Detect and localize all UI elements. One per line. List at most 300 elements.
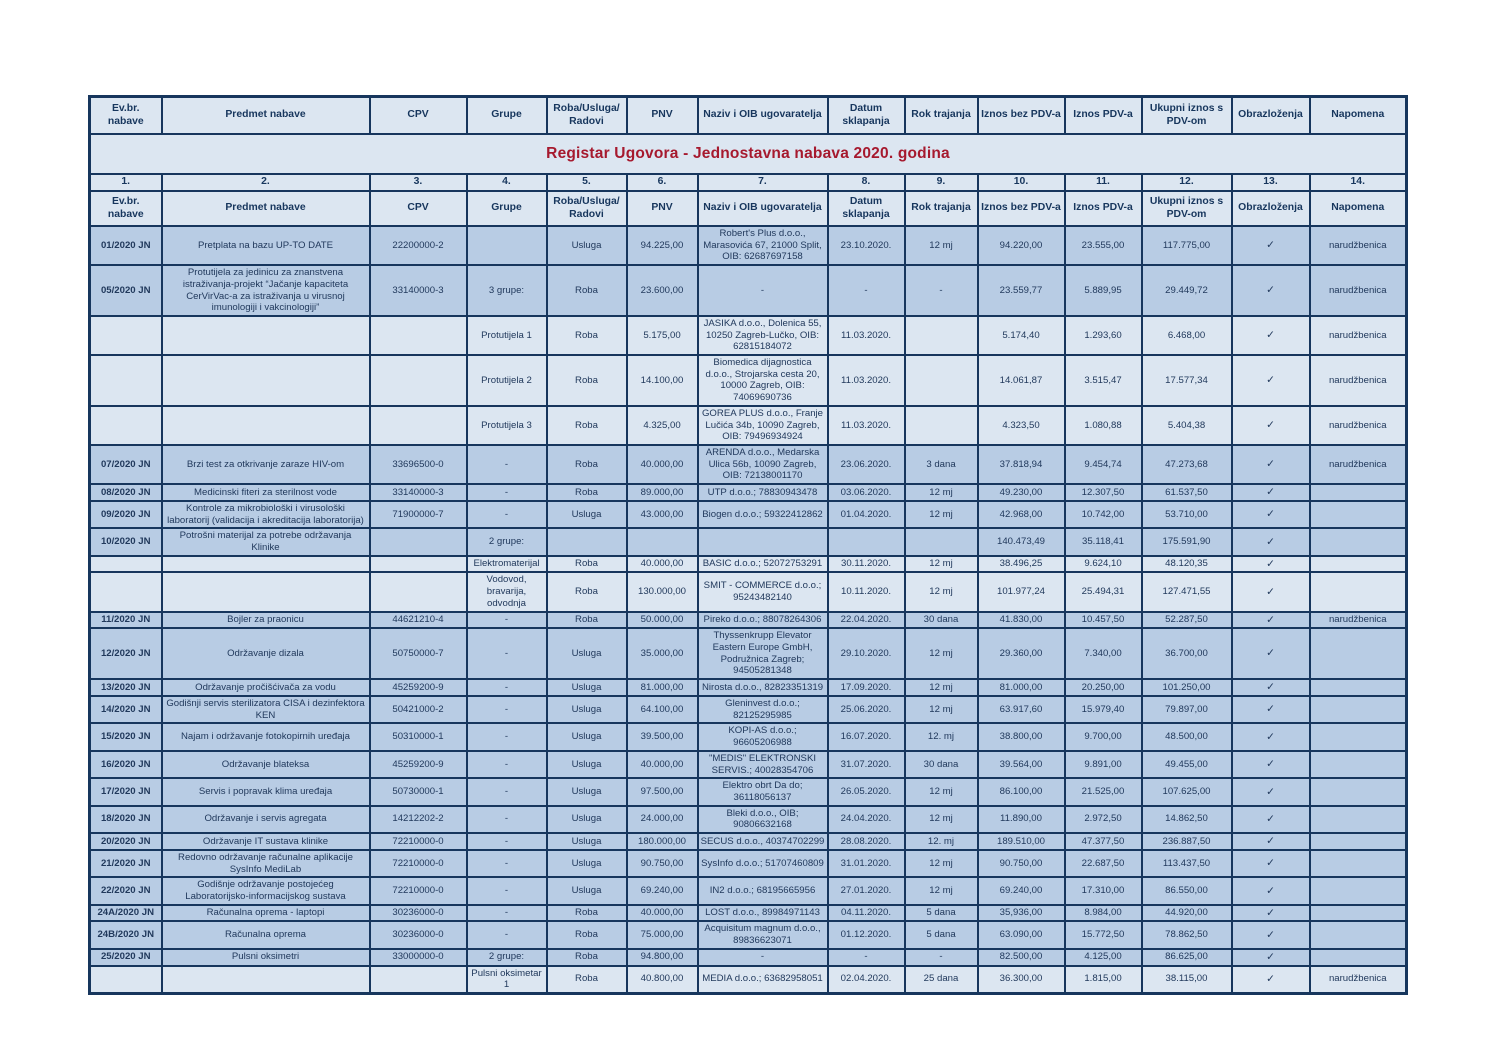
cell-grupe: - — [467, 501, 547, 528]
cell-napomena — [1310, 679, 1407, 696]
cell-iznos-pdv: 10.742,00 — [1065, 501, 1142, 528]
cell-cpv: 50750000-7 — [370, 628, 467, 679]
col-number-iznos-pdv: 11. — [1065, 174, 1142, 191]
cell-naziv: Elektro obrt Da do; 36118056137 — [698, 778, 828, 805]
cell-napomena: narudžbenica — [1310, 226, 1407, 265]
cell-ukupni-iznos: 86.625,00 — [1142, 949, 1232, 966]
cell-predmet — [162, 355, 370, 406]
cell-evbr: 17/2020 JN — [90, 778, 162, 805]
cell-naziv: Pireko d.o.o.; 88078264306 — [698, 612, 828, 629]
cell-iznos-pdv: 9.700,00 — [1065, 723, 1142, 750]
register-sheet — [88, 95, 1408, 995]
cell-rok: 5 dana — [905, 921, 978, 948]
cell-naziv: IN2 d.o.o.; 68195665956 — [698, 877, 828, 904]
cell-pnv: 50.000,00 — [627, 612, 698, 629]
col-header-vrsta: Roba/Usluga/ Radovi — [547, 191, 627, 226]
cell-grupe: Elektromaterijal — [467, 556, 547, 573]
cell-iznos-bez-pdv: 49.230,00 — [978, 484, 1065, 501]
cell-pnv: 90.750,00 — [627, 850, 698, 877]
cell-cpv: 30236000-0 — [370, 905, 467, 922]
cell-napomena — [1310, 723, 1407, 750]
group-sub-row — [90, 572, 1407, 611]
cell-evbr: 11/2020 JN — [90, 612, 162, 629]
cell-iznos-bez-pdv: 35,936,00 — [978, 905, 1065, 922]
cell-cpv: 72210000-0 — [370, 833, 467, 850]
cell-napomena — [1310, 572, 1407, 611]
cell-cpv: 72210000-0 — [370, 877, 467, 904]
contract-row — [90, 905, 1407, 922]
col-header-rok: Rok trajanja — [905, 191, 978, 226]
cell-rok — [905, 406, 978, 445]
cell-naziv: BASIC d.o.o.; 52072753291 — [698, 556, 828, 573]
cell-iznos-bez-pdv: 69.240,00 — [978, 877, 1065, 904]
cell-datum: 10.11.2020. — [828, 572, 905, 611]
cell-grupe: - — [467, 806, 547, 833]
cell-grupe: - — [467, 679, 547, 696]
cell-iznos-bez-pdv: 94.220,00 — [978, 226, 1065, 265]
cell-pnv — [627, 528, 698, 555]
cell-ukupni-iznos: 127.471,55 — [1142, 572, 1232, 611]
cell-naziv: Nirosta d.o.o., 82823351319 — [698, 679, 828, 696]
cell-napomena — [1310, 696, 1407, 723]
cell-ukupni-iznos: 5.404,38 — [1142, 406, 1232, 445]
cell-grupe: 2 grupe: — [467, 528, 547, 555]
col-header-evbr: Ev.br. nabave — [90, 191, 162, 226]
cell-rok: 12 mj — [905, 850, 978, 877]
cell-predmet: Održavanje IT sustava klinike — [162, 833, 370, 850]
cell-obrazlozenja-checkmark: ✓ — [1232, 406, 1310, 445]
cell-pnv: 180.000,00 — [627, 833, 698, 850]
cell-iznos-pdv: 15.772,50 — [1065, 921, 1142, 948]
cell-rok: 12 mj — [905, 501, 978, 528]
cell-obrazlozenja-checkmark: ✓ — [1232, 612, 1310, 629]
cell-obrazlozenja-checkmark: ✓ — [1232, 679, 1310, 696]
cell-obrazlozenja-checkmark: ✓ — [1232, 316, 1310, 355]
cell-ukupni-iznos: 47.273,68 — [1142, 445, 1232, 484]
cell-predmet: Pulsni oksimetri — [162, 949, 370, 966]
cell-datum: 11.03.2020. — [828, 316, 905, 355]
cell-pnv: 4.325,00 — [627, 406, 698, 445]
cell-datum: 02.04.2020. — [828, 966, 905, 994]
col-number-rok: 9. — [905, 174, 978, 191]
cell-predmet — [162, 406, 370, 445]
cell-evbr: 14/2020 JN — [90, 696, 162, 723]
contract-row — [90, 833, 1407, 850]
col-header-ukupni-iznos: Ukupni iznos s PDV-om — [1142, 191, 1232, 226]
cell-predmet: Najam i održavanje fotokopirnih uređaja — [162, 723, 370, 750]
cell-grupe: - — [467, 850, 547, 877]
cell-datum: 26.05.2020. — [828, 778, 905, 805]
cell-iznos-bez-pdv: 42.968,00 — [978, 501, 1065, 528]
contract-row — [90, 226, 1407, 265]
cell-datum: 11.03.2020. — [828, 406, 905, 445]
cell-datum: 03.06.2020. — [828, 484, 905, 501]
cell-napomena — [1310, 778, 1407, 805]
cell-datum: 28.08.2020. — [828, 833, 905, 850]
cell-grupe: - — [467, 628, 547, 679]
cell-grupe: Pulsni oksimetar 1 — [467, 966, 547, 994]
cell-rok: 5 dana — [905, 905, 978, 922]
title-row — [90, 134, 1407, 174]
cell-rok: 3 dana — [905, 445, 978, 484]
cell-napomena: narudžbenica — [1310, 406, 1407, 445]
cell-cpv: 33140000-3 — [370, 484, 467, 501]
cell-vrsta: Roba — [547, 316, 627, 355]
cell-iznos-pdv: 5.889,95 — [1065, 265, 1142, 316]
group-sub-row — [90, 355, 1407, 406]
cell-obrazlozenja-checkmark: ✓ — [1232, 556, 1310, 573]
cell-predmet: Održavanje dizala — [162, 628, 370, 679]
col-number-datum: 8. — [828, 174, 905, 191]
cell-rok: 30 dana — [905, 612, 978, 629]
cell-vrsta — [547, 528, 627, 555]
cell-evbr — [90, 406, 162, 445]
col-header-cpv: CPV — [370, 191, 467, 226]
cell-iznos-bez-pdv: 101.977,24 — [978, 572, 1065, 611]
cell-cpv: 50310000-1 — [370, 723, 467, 750]
cell-predmet — [162, 316, 370, 355]
cell-iznos-bez-pdv: 11.890,00 — [978, 806, 1065, 833]
cell-vrsta: Usluga — [547, 877, 627, 904]
contract-row — [90, 528, 1407, 555]
cell-grupe: 3 grupe: — [467, 265, 547, 316]
col-number-vrsta: 5. — [547, 174, 627, 191]
cell-naziv: SysInfo d.o.o.; 51707460809 — [698, 850, 828, 877]
cell-cpv: 45259200-9 — [370, 679, 467, 696]
cell-datum: 30.11.2020. — [828, 556, 905, 573]
cell-pnv: 43.000,00 — [627, 501, 698, 528]
cell-iznos-bez-pdv: 38.800,00 — [978, 723, 1065, 750]
cell-rok: 25 dana — [905, 966, 978, 994]
cell-ukupni-iznos: 29.449,72 — [1142, 265, 1232, 316]
cell-vrsta: Usluga — [547, 850, 627, 877]
contract-row — [90, 921, 1407, 948]
contract-row — [90, 612, 1407, 629]
cell-iznos-pdv: 3.515,47 — [1065, 355, 1142, 406]
header-row-repeat — [90, 191, 1407, 226]
cell-evbr: 13/2020 JN — [90, 679, 162, 696]
cell-predmet: Održavanje i servis agregata — [162, 806, 370, 833]
cell-rok: 12 mj — [905, 484, 978, 501]
cell-predmet: Servis i popravak klima uređaja — [162, 778, 370, 805]
col-header-predmet: Predmet nabave — [162, 97, 370, 135]
cell-evbr — [90, 556, 162, 573]
cell-vrsta: Roba — [547, 921, 627, 948]
cell-naziv: JASIKA d.o.o., Dolenica 55, 10250 Zagreb-Lučko, OIB: 62815184072 — [698, 316, 828, 355]
contract-row — [90, 265, 1407, 316]
cell-iznos-bez-pdv: 29.360,00 — [978, 628, 1065, 679]
cell-ukupni-iznos: 6.468,00 — [1142, 316, 1232, 355]
cell-ukupni-iznos: 86.550,00 — [1142, 877, 1232, 904]
col-header-iznos-bez-pdv: Iznos bez PDV-a — [978, 97, 1065, 135]
cell-iznos-bez-pdv: 39.564,00 — [978, 751, 1065, 778]
col-header-grupe: Grupe — [467, 191, 547, 226]
cell-ukupni-iznos: 48.500,00 — [1142, 723, 1232, 750]
cell-rok — [905, 316, 978, 355]
cell-datum: 23.10.2020. — [828, 226, 905, 265]
cell-iznos-pdv: 2.972,50 — [1065, 806, 1142, 833]
cell-pnv: 40.000,00 — [627, 445, 698, 484]
cell-pnv: 5.175,00 — [627, 316, 698, 355]
cell-pnv: 64.100,00 — [627, 696, 698, 723]
cell-evbr: 20/2020 JN — [90, 833, 162, 850]
col-header-naziv: Naziv i OIB ugovaratelja — [698, 97, 828, 135]
cell-cpv: 50730000-1 — [370, 778, 467, 805]
cell-naziv: "MEDIS" ELEKTRONSKI SERVIS.; 40028354706 — [698, 751, 828, 778]
cell-rok: 12 mj — [905, 226, 978, 265]
cell-iznos-bez-pdv: 90.750,00 — [978, 850, 1065, 877]
cell-ukupni-iznos: 236.887,50 — [1142, 833, 1232, 850]
col-header-vrsta: Roba/Usluga/ Radovi — [547, 97, 627, 135]
cell-pnv: 89.000,00 — [627, 484, 698, 501]
cell-iznos-pdv: 35.118,41 — [1065, 528, 1142, 555]
cell-naziv: - — [698, 265, 828, 316]
cell-naziv: Bleki d.o.o., OIB; 90806632168 — [698, 806, 828, 833]
cell-naziv — [698, 528, 828, 555]
cell-predmet: Bojler za praonicu — [162, 612, 370, 629]
col-header-evbr: Ev.br. nabave — [90, 97, 162, 135]
cell-rok — [905, 355, 978, 406]
cell-evbr: 16/2020 JN — [90, 751, 162, 778]
cell-obrazlozenja-checkmark: ✓ — [1232, 723, 1310, 750]
col-number-ukupni-iznos: 12. — [1142, 174, 1232, 191]
cell-obrazlozenja-checkmark: ✓ — [1232, 501, 1310, 528]
cell-vrsta: Usluga — [547, 679, 627, 696]
cell-datum: 27.01.2020. — [828, 877, 905, 904]
cell-datum: 23.06.2020. — [828, 445, 905, 484]
cell-predmet: Potrošni materijal za potrebe održavanja Klinike — [162, 528, 370, 555]
cell-vrsta: Usluga — [547, 226, 627, 265]
register-table — [88, 95, 1408, 995]
cell-grupe: - — [467, 751, 547, 778]
cell-pnv: 40.800,00 — [627, 966, 698, 994]
cell-naziv: - — [698, 949, 828, 966]
cell-predmet: Pretplata na bazu UP-TO DATE — [162, 226, 370, 265]
cell-naziv: Robert's Plus d.o.o., Marasovića 67, 21000 Split, OIB: 62687697158 — [698, 226, 828, 265]
col-header-pnv: PNV — [627, 191, 698, 226]
cell-naziv: Acquisitum magnum d.o.o., 89836623071 — [698, 921, 828, 948]
cell-predmet: Redovno održavanje računalne aplikacije SysInfo MediLab — [162, 850, 370, 877]
cell-iznos-bez-pdv: 14.061,87 — [978, 355, 1065, 406]
cell-cpv: 44621210-4 — [370, 612, 467, 629]
cell-ukupni-iznos: 175.591,90 — [1142, 528, 1232, 555]
register-title: Registar Ugovora - Jednostavna nabava 2020. godina — [90, 134, 1407, 174]
cell-evbr: 25/2020 JN — [90, 949, 162, 966]
contract-row — [90, 723, 1407, 750]
cell-ukupni-iznos: 14.862,50 — [1142, 806, 1232, 833]
cell-ukupni-iznos: 117.775,00 — [1142, 226, 1232, 265]
cell-predmet: Održavanje pročišćivača za vodu — [162, 679, 370, 696]
col-number-obrazlozenja: 13. — [1232, 174, 1310, 191]
cell-datum: 29.10.2020. — [828, 628, 905, 679]
cell-iznos-pdv: 47.377,50 — [1065, 833, 1142, 850]
cell-cpv — [370, 316, 467, 355]
contract-row — [90, 850, 1407, 877]
cell-grupe: - — [467, 778, 547, 805]
cell-grupe: - — [467, 905, 547, 922]
cell-iznos-bez-pdv: 23.559,77 — [978, 265, 1065, 316]
cell-napomena — [1310, 806, 1407, 833]
cell-grupe: Protutijela 1 — [467, 316, 547, 355]
cell-predmet — [162, 966, 370, 994]
col-header-grupe: Grupe — [467, 97, 547, 135]
cell-vrsta: Usluga — [547, 778, 627, 805]
contract-row — [90, 806, 1407, 833]
cell-predmet: Održavanje blateksa — [162, 751, 370, 778]
column-number-row — [90, 174, 1407, 191]
col-number-naziv: 7. — [698, 174, 828, 191]
cell-cpv — [370, 966, 467, 994]
cell-ukupni-iznos: 113.437,50 — [1142, 850, 1232, 877]
cell-rok: 12 mj — [905, 696, 978, 723]
cell-predmet: Godišnji servis sterilizatora CISA i dezinfektora KEN — [162, 696, 370, 723]
cell-rok: - — [905, 949, 978, 966]
cell-iznos-pdv: 1.815,00 — [1065, 966, 1142, 994]
col-header-obrazlozenja: Obrazloženja — [1232, 97, 1310, 135]
cell-iznos-bez-pdv: 37.818,94 — [978, 445, 1065, 484]
cell-datum: 01.04.2020. — [828, 501, 905, 528]
cell-naziv: SECUS d.o.o., 40374702299 — [698, 833, 828, 850]
cell-ukupni-iznos: 101.250,00 — [1142, 679, 1232, 696]
cell-pnv: 40.000,00 — [627, 905, 698, 922]
cell-cpv — [370, 355, 467, 406]
cell-vrsta: Usluga — [547, 806, 627, 833]
cell-ukupni-iznos: 53.710,00 — [1142, 501, 1232, 528]
cell-iznos-bez-pdv: 82.500,00 — [978, 949, 1065, 966]
cell-vrsta: Usluga — [547, 696, 627, 723]
cell-rok: 12. mj — [905, 833, 978, 850]
col-header-iznos-bez-pdv: Iznos bez PDV-a — [978, 191, 1065, 226]
cell-grupe: Vodovod, bravarija, odvodnja — [467, 572, 547, 611]
cell-napomena — [1310, 921, 1407, 948]
contract-row — [90, 501, 1407, 528]
cell-napomena — [1310, 877, 1407, 904]
cell-naziv: ARENDA d.o.o., Medarska Ulica 56b, 10090 Zagreb, OIB: 72138001170 — [698, 445, 828, 484]
cell-iznos-bez-pdv: 38.496,25 — [978, 556, 1065, 573]
cell-predmet — [162, 572, 370, 611]
cell-evbr: 10/2020 JN — [90, 528, 162, 555]
cell-cpv: 33696500-0 — [370, 445, 467, 484]
cell-iznos-pdv: 12.307,50 — [1065, 484, 1142, 501]
cell-naziv: Biomedica dijagnostica d.o.o., Strojarska cesta 20, 10000 Zagreb, OIB: 74069690736 — [698, 355, 828, 406]
cell-iznos-pdv: 20.250,00 — [1065, 679, 1142, 696]
cell-ukupni-iznos: 49.455,00 — [1142, 751, 1232, 778]
cell-obrazlozenja-checkmark: ✓ — [1232, 445, 1310, 484]
cell-evbr: 21/2020 JN — [90, 850, 162, 877]
col-header-pnv: PNV — [627, 97, 698, 135]
cell-pnv: 94.225,00 — [627, 226, 698, 265]
cell-pnv: 24.000,00 — [627, 806, 698, 833]
cell-napomena — [1310, 501, 1407, 528]
cell-iznos-pdv: 21.525,00 — [1065, 778, 1142, 805]
cell-naziv: LOST d.o.o., 89984971143 — [698, 905, 828, 922]
cell-vrsta: Roba — [547, 484, 627, 501]
group-sub-row — [90, 966, 1407, 994]
cell-ukupni-iznos: 48.120,35 — [1142, 556, 1232, 573]
cell-cpv: 71900000-7 — [370, 501, 467, 528]
cell-pnv: 69.240,00 — [627, 877, 698, 904]
cell-predmet: Računalna oprema — [162, 921, 370, 948]
cell-vrsta: Usluga — [547, 751, 627, 778]
cell-rok: 12 mj — [905, 806, 978, 833]
cell-vrsta: Roba — [547, 406, 627, 445]
cell-predmet — [162, 556, 370, 573]
cell-evbr: 24B/2020 JN — [90, 921, 162, 948]
cell-napomena: narudžbenica — [1310, 966, 1407, 994]
cell-vrsta: Roba — [547, 445, 627, 484]
cell-rok: 12 mj — [905, 628, 978, 679]
contract-row — [90, 445, 1407, 484]
cell-pnv: 75.000,00 — [627, 921, 698, 948]
cell-evbr — [90, 316, 162, 355]
cell-obrazlozenja-checkmark: ✓ — [1232, 696, 1310, 723]
cell-datum: 16.07.2020. — [828, 723, 905, 750]
cell-iznos-bez-pdv: 4.323,50 — [978, 406, 1065, 445]
cell-rok: 12 mj — [905, 778, 978, 805]
cell-napomena — [1310, 556, 1407, 573]
cell-datum: 31.01.2020. — [828, 850, 905, 877]
col-header-naziv: Naziv i OIB ugovaratelja — [698, 191, 828, 226]
cell-iznos-pdv: 23.555,00 — [1065, 226, 1142, 265]
cell-iznos-pdv: 8.984,00 — [1065, 905, 1142, 922]
col-header-datum: Datum sklapanja — [828, 191, 905, 226]
cell-grupe: - — [467, 696, 547, 723]
cell-evbr: 22/2020 JN — [90, 877, 162, 904]
cell-iznos-bez-pdv: 36.300,00 — [978, 966, 1065, 994]
cell-datum: 24.04.2020. — [828, 806, 905, 833]
group-sub-row — [90, 316, 1407, 355]
col-number-grupe: 4. — [467, 174, 547, 191]
cell-grupe: - — [467, 612, 547, 629]
col-header-iznos-pdv: Iznos PDV-a — [1065, 191, 1142, 226]
cell-obrazlozenja-checkmark: ✓ — [1232, 355, 1310, 406]
col-number-napomena: 14. — [1310, 174, 1407, 191]
cell-pnv: 130.000,00 — [627, 572, 698, 611]
cell-evbr: 15/2020 JN — [90, 723, 162, 750]
cell-cpv — [370, 406, 467, 445]
cell-iznos-bez-pdv: 5.174,40 — [978, 316, 1065, 355]
col-header-cpv: CPV — [370, 97, 467, 135]
cell-ukupni-iznos: 79.897,00 — [1142, 696, 1232, 723]
cell-evbr: 01/2020 JN — [90, 226, 162, 265]
cell-napomena: narudžbenica — [1310, 265, 1407, 316]
cell-cpv: 33140000-3 — [370, 265, 467, 316]
cell-iznos-bez-pdv: 86.100,00 — [978, 778, 1065, 805]
cell-datum — [828, 528, 905, 555]
cell-grupe — [467, 226, 547, 265]
cell-iznos-bez-pdv: 140.473,49 — [978, 528, 1065, 555]
cell-pnv: 81.000,00 — [627, 679, 698, 696]
cell-grupe: - — [467, 445, 547, 484]
cell-rok: 12 mj — [905, 572, 978, 611]
cell-rok — [905, 528, 978, 555]
cell-iznos-pdv: 7.340,00 — [1065, 628, 1142, 679]
cell-datum: 31.07.2020. — [828, 751, 905, 778]
group-sub-row — [90, 406, 1407, 445]
cell-vrsta: Roba — [547, 966, 627, 994]
cell-evbr: 08/2020 JN — [90, 484, 162, 501]
contract-row — [90, 696, 1407, 723]
cell-napomena — [1310, 833, 1407, 850]
cell-iznos-pdv: 15.979,40 — [1065, 696, 1142, 723]
cell-iznos-pdv: 10.457,50 — [1065, 612, 1142, 629]
cell-cpv — [370, 572, 467, 611]
cell-napomena: narudžbenica — [1310, 355, 1407, 406]
cell-obrazlozenja-checkmark: ✓ — [1232, 877, 1310, 904]
cell-evbr: 12/2020 JN — [90, 628, 162, 679]
cell-grupe: - — [467, 921, 547, 948]
cell-vrsta: Roba — [547, 355, 627, 406]
